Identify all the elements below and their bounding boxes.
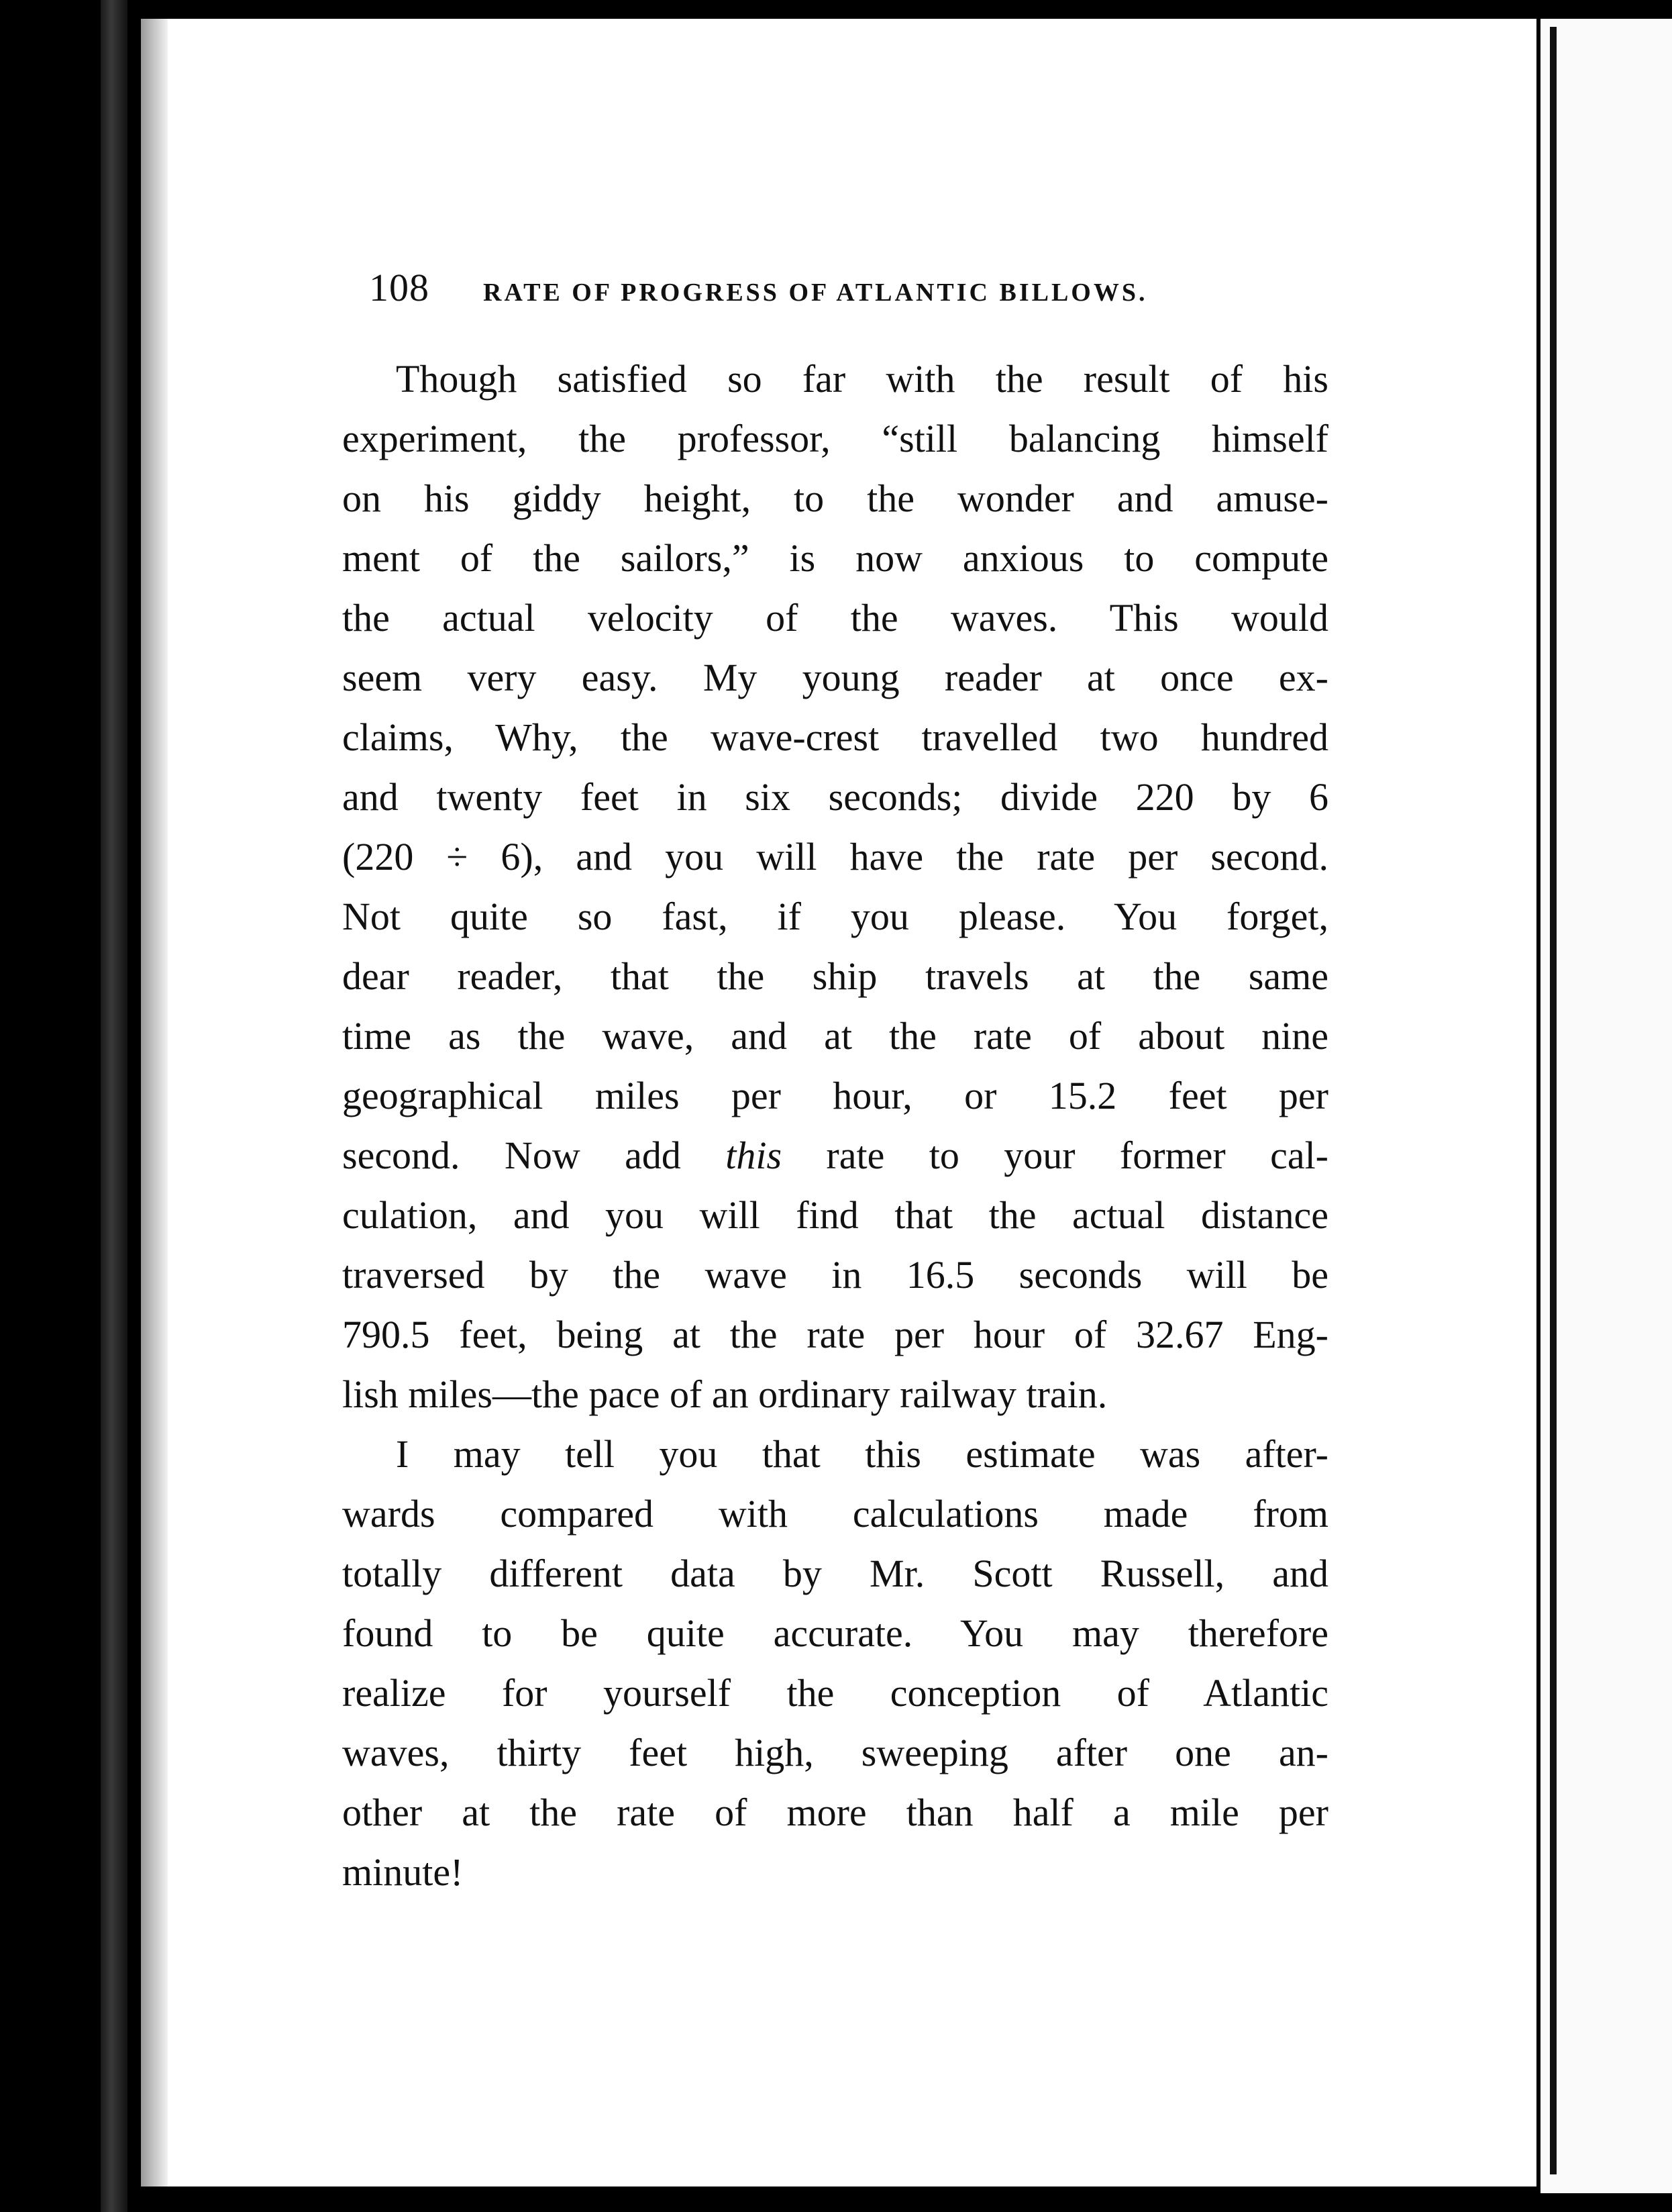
text-line: 790.5 feet, being at the rate per hour of 32.67 Eng- [342, 1313, 1328, 1356]
text-line: other at the rate of more than half a mile per [342, 1791, 1328, 1834]
text-line: Though satisfied so far with the result of his [396, 357, 1328, 401]
facing-page-edge [1536, 19, 1672, 2193]
text-line: seem very easy. My young reader at once ex- [342, 656, 1328, 699]
text-line: wards compared with calculations made from [342, 1492, 1328, 1536]
page-number: 108 [369, 266, 429, 309]
text-line: (220 ÷ 6), and you will have the rate per second. [342, 835, 1328, 878]
running-title: RATE OF PROGRESS OF ATLANTIC BILLOWS. [483, 279, 1148, 307]
running-head [369, 265, 1308, 310]
body-text [342, 349, 1328, 1902]
facing-page-border-line [1550, 27, 1557, 2174]
text-line: traversed by the wave in 16.5 seconds will be [342, 1253, 1328, 1297]
text-line: minute! [342, 1850, 464, 1894]
page-gutter-shadow [141, 19, 168, 2186]
text-line: totally different data by Mr. Scott Russell, and [342, 1552, 1328, 1595]
text-line: culation, and you will find that the actual distance [342, 1193, 1328, 1237]
text-segment: second. Now add [342, 1134, 726, 1177]
text-line: claims, Why, the wave-crest travelled two hundred [342, 715, 1328, 759]
text-line: realize for yourself the conception of Atlantic [342, 1671, 1328, 1715]
text-line: found to be quite accurate. You may therefore [342, 1611, 1328, 1655]
text-line-with-italic [342, 1125, 1328, 1185]
text-line: I may tell you that this estimate was after- [396, 1432, 1328, 1476]
text-line: time as the wave, and at the rate of about nine [342, 1014, 1328, 1058]
book-spine-edge [101, 0, 127, 2212]
text-line: Not quite so fast, if you please. You forget, [342, 895, 1328, 938]
text-line: geographical miles per hour, or 15.2 feet per [342, 1074, 1328, 1117]
text-segment: rate to your former cal- [782, 1134, 1328, 1177]
italic-word: this [725, 1134, 782, 1177]
text-line: waves, thirty feet high, sweeping after one an- [342, 1731, 1328, 1774]
text-line: experiment, the professor, “still balancing himself [342, 417, 1328, 460]
text-line: dear reader, that the ship travels at the same [342, 954, 1328, 998]
text-line: on his giddy height, to the wonder and amuse- [342, 476, 1328, 520]
text-line: and twenty feet in six seconds; divide 220 by 6 [342, 775, 1328, 819]
text-line: the actual velocity of the waves. This would [342, 596, 1328, 640]
text-line: ment of the sailors,” is now anxious to compute [342, 536, 1328, 580]
text-line: lish miles—the pace of an ordinary railway train. [342, 1372, 1108, 1416]
